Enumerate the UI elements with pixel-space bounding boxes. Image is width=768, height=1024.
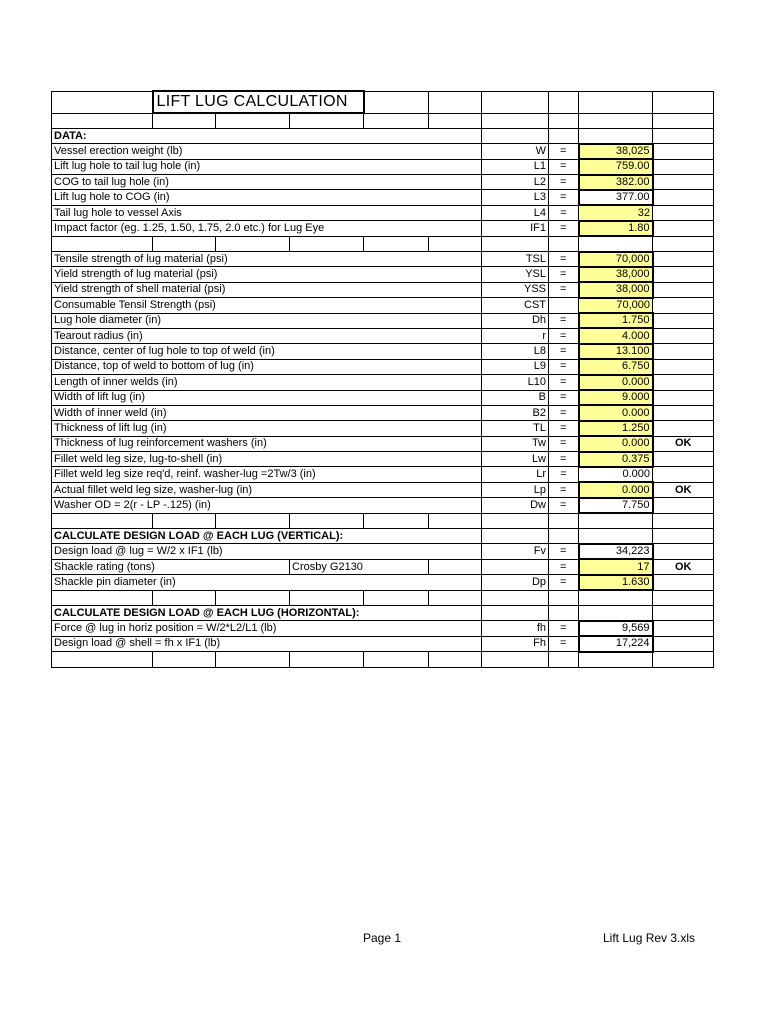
- equals-sign: =: [549, 452, 579, 467]
- sheet-title-cell: [153, 91, 364, 113]
- row-description: Distance, center of lug hole to top of weld (in): [52, 344, 482, 359]
- row-symbol: L2: [482, 175, 549, 190]
- row-symbol: Fv: [482, 544, 549, 559]
- row-symbol: CST: [482, 298, 549, 313]
- data-row-l9: [52, 359, 714, 374]
- cell: [653, 405, 714, 420]
- cell: [290, 590, 364, 605]
- cell: [653, 544, 714, 559]
- cell: [653, 452, 714, 467]
- page-number: Page 1: [363, 931, 402, 945]
- cell: [579, 590, 653, 605]
- row-symbol: YSS: [482, 282, 549, 297]
- ok-status: OK: [653, 436, 714, 451]
- row-value: 382.00: [579, 175, 653, 190]
- cell: [653, 328, 714, 343]
- row-description: Yield strength of lug material (psi): [52, 267, 482, 282]
- equals-sign: =: [549, 344, 579, 359]
- row-value: 0.000: [579, 482, 653, 497]
- row-value: 1.80: [579, 221, 653, 236]
- data-row-lp: [52, 482, 714, 497]
- cell: [653, 621, 714, 636]
- data-row-fh: [52, 621, 714, 636]
- row-symbol: B2: [482, 405, 549, 420]
- cell: [653, 128, 714, 143]
- cell: [216, 513, 290, 528]
- row-value: 759.00: [579, 159, 653, 174]
- cell: [579, 236, 653, 251]
- cell: [549, 652, 579, 667]
- cell: [482, 590, 549, 605]
- cell: [549, 590, 579, 605]
- blank-row: [52, 236, 714, 251]
- equals-sign: =: [549, 144, 579, 159]
- cell: [653, 375, 714, 390]
- cell: [429, 113, 482, 128]
- row-value: 377.00: [579, 190, 653, 205]
- cell: [653, 236, 714, 251]
- equals-sign: =: [549, 498, 579, 513]
- row-value: 38,025: [579, 144, 653, 159]
- row-value: 17,224: [579, 636, 653, 651]
- cell: [549, 529, 579, 544]
- cell: [216, 652, 290, 667]
- cell: [482, 606, 549, 621]
- equals-sign: =: [549, 267, 579, 282]
- data-row-sr: [52, 559, 714, 574]
- row-value: 17: [579, 559, 653, 574]
- equals-sign: =: [549, 205, 579, 220]
- row-symbol: Fh: [482, 636, 549, 651]
- cell: [216, 236, 290, 251]
- row-description: Washer OD = 2(r - LP -.125) (in): [52, 498, 482, 513]
- data-row-b: [52, 390, 714, 405]
- row-description: Distance, top of weld to bottom of lug (in): [52, 359, 482, 374]
- row-value: 0.000: [579, 405, 653, 420]
- row-symbol: L9: [482, 359, 549, 374]
- blank-row: [52, 652, 714, 667]
- row-description: Tail lug hole to vessel Axis: [52, 205, 482, 220]
- row-symbol: L8: [482, 344, 549, 359]
- section-header: CALCULATE DESIGN LOAD @ EACH LUG (HORIZONTAL):: [52, 606, 482, 621]
- cell: [549, 606, 579, 621]
- cell: [429, 91, 482, 113]
- equals-sign: =: [549, 390, 579, 405]
- cell: [549, 513, 579, 528]
- data-row-l1: [52, 159, 714, 174]
- cell: [653, 221, 714, 236]
- cell: [579, 529, 653, 544]
- row-value: 9.000: [579, 390, 653, 405]
- cell: [549, 128, 579, 143]
- row-value: 9,569: [579, 621, 653, 636]
- cell: [579, 606, 653, 621]
- blank-row: [52, 113, 714, 128]
- section-header: CALCULATE DESIGN LOAD @ EACH LUG (VERTICAL):: [52, 529, 482, 544]
- data-row-dp: [52, 575, 714, 590]
- file-name: Lift Lug Rev 3.xls: [603, 931, 696, 945]
- row-description: Tensile strength of lug material (psi): [52, 252, 482, 267]
- row-description: Thickness of lug reinforcement washers (in): [52, 436, 482, 451]
- cell: [429, 559, 482, 574]
- equals-sign: =: [549, 221, 579, 236]
- row-description: Length of inner welds (in): [52, 375, 482, 390]
- cell: [549, 236, 579, 251]
- data-row-tw: [52, 436, 714, 451]
- cell: [653, 159, 714, 174]
- cell: [653, 267, 714, 282]
- equals-sign: =: [549, 190, 579, 205]
- equals-sign: =: [549, 252, 579, 267]
- cell: [153, 513, 216, 528]
- cell: [290, 513, 364, 528]
- row-description: Consumable Tensil Strength (psi): [52, 298, 482, 313]
- cell: [653, 282, 714, 297]
- row-value: 4.000: [579, 328, 653, 343]
- cell: [653, 252, 714, 267]
- row-value: 1.250: [579, 421, 653, 436]
- cell: [653, 175, 714, 190]
- cell: [482, 128, 549, 143]
- row-value: 0.000: [579, 375, 653, 390]
- data-row-fh: [52, 636, 714, 651]
- cell: [653, 144, 714, 159]
- cell: [364, 652, 429, 667]
- cell: [653, 513, 714, 528]
- row-symbol: r: [482, 328, 549, 343]
- cell: [653, 298, 714, 313]
- row-description: Lift lug hole to COG (in): [52, 190, 482, 205]
- equals-sign: =: [549, 375, 579, 390]
- data-row-b2: [52, 405, 714, 420]
- cell: [216, 590, 290, 605]
- row-description: Shackle pin diameter (in): [52, 575, 482, 590]
- cell: [653, 529, 714, 544]
- row-description: Fillet weld leg size, lug-to-shell (in): [52, 452, 482, 467]
- row-note: Crosby G2130: [290, 559, 429, 574]
- ok-status: OK: [653, 482, 714, 497]
- cell: [364, 113, 429, 128]
- data-row-yss: [52, 282, 714, 297]
- data-row-l3: [52, 190, 714, 205]
- row-symbol: L1: [482, 159, 549, 174]
- row-symbol: fh: [482, 621, 549, 636]
- cell: [482, 113, 549, 128]
- cell: [653, 606, 714, 621]
- equals-sign: =: [549, 559, 579, 574]
- section-header-row: [52, 128, 714, 143]
- lift-lug-spreadsheet: [51, 90, 714, 668]
- data-row-lw: [52, 452, 714, 467]
- data-row-tsl: [52, 252, 714, 267]
- cell: [364, 590, 429, 605]
- row-description: Vessel erection weight (lb): [52, 144, 482, 159]
- row-value: 32: [579, 205, 653, 220]
- data-row-lr: [52, 467, 714, 482]
- row-description: Impact factor (eg. 1.25, 1.50, 1.75, 2.0 etc.) for Lug Eye: [52, 221, 482, 236]
- row-value: 38,000: [579, 282, 653, 297]
- data-row-w: [52, 144, 714, 159]
- row-symbol: YSL: [482, 267, 549, 282]
- row-value: 13.100: [579, 344, 653, 359]
- row-symbol: Dh: [482, 313, 549, 328]
- row-description: Force @ lug in horiz position = W/2*L2/L1 (lb): [52, 621, 482, 636]
- row-description: Actual fillet weld leg size, washer-lug (in): [52, 482, 482, 497]
- equals-sign: =: [549, 328, 579, 343]
- row-symbol: Lp: [482, 482, 549, 497]
- equals-sign: =: [549, 467, 579, 482]
- row-description: Design load @ lug = W/2 x IF1 (lb): [52, 544, 482, 559]
- row-description: Lug hole diameter (in): [52, 313, 482, 328]
- equals-sign: =: [549, 544, 579, 559]
- row-symbol: L4: [482, 205, 549, 220]
- data-row-tl: [52, 421, 714, 436]
- row-description: Shackle rating (tons): [52, 559, 290, 574]
- row-symbol: Tw: [482, 436, 549, 451]
- equals-sign: =: [549, 405, 579, 420]
- row-symbol: Dw: [482, 498, 549, 513]
- data-row-dw: [52, 498, 714, 513]
- cell: [482, 236, 549, 251]
- equals-sign: [549, 298, 579, 313]
- equals-sign: =: [549, 159, 579, 174]
- cell: [653, 636, 714, 651]
- cell: [153, 236, 216, 251]
- cell: [429, 236, 482, 251]
- blank-row: [52, 513, 714, 528]
- cell: [579, 91, 653, 113]
- row-symbol: L3: [482, 190, 549, 205]
- row-symbol: L10: [482, 375, 549, 390]
- cell: [52, 236, 153, 251]
- cell: [653, 498, 714, 513]
- equals-sign: =: [549, 482, 579, 497]
- cell: [52, 513, 153, 528]
- row-value: 70,000: [579, 298, 653, 313]
- row-symbol: [482, 559, 549, 574]
- cell: [653, 190, 714, 205]
- row-symbol: Lw: [482, 452, 549, 467]
- equals-sign: =: [549, 436, 579, 451]
- title-row: [52, 91, 714, 113]
- cell: [579, 652, 653, 667]
- cell: [482, 513, 549, 528]
- row-description: Thickness of lift lug (in): [52, 421, 482, 436]
- row-value: 1.750: [579, 313, 653, 328]
- cell: [653, 652, 714, 667]
- row-description: Width of inner weld (in): [52, 405, 482, 420]
- cell: [290, 113, 364, 128]
- blank-row: [52, 590, 714, 605]
- row-value: 6.750: [579, 359, 653, 374]
- row-value: 0.000: [579, 436, 653, 451]
- row-symbol: Lr: [482, 467, 549, 482]
- row-value: 70,000: [579, 252, 653, 267]
- data-row-cst: [52, 298, 714, 313]
- equals-sign: =: [549, 421, 579, 436]
- cell: [364, 91, 429, 113]
- cell: [653, 205, 714, 220]
- row-symbol: TL: [482, 421, 549, 436]
- equals-sign: =: [549, 313, 579, 328]
- row-description: Lift lug hole to tail lug hole (in): [52, 159, 482, 174]
- row-value: 7.750: [579, 498, 653, 513]
- section-header: DATA:: [52, 128, 482, 143]
- row-symbol: Dp: [482, 575, 549, 590]
- cell: [653, 113, 714, 128]
- data-row-dh: [52, 313, 714, 328]
- cell: [549, 91, 579, 113]
- data-row-fv: [52, 544, 714, 559]
- cell: [364, 513, 429, 528]
- row-value: 0.000: [579, 467, 653, 482]
- cell: [653, 344, 714, 359]
- equals-sign: =: [549, 175, 579, 190]
- cell: [429, 652, 482, 667]
- cell: [653, 575, 714, 590]
- cell: [153, 113, 216, 128]
- data-row-ysl: [52, 267, 714, 282]
- cell: [153, 590, 216, 605]
- cell: [52, 91, 153, 113]
- cell: [216, 113, 290, 128]
- cell: [653, 313, 714, 328]
- data-row-l10: [52, 375, 714, 390]
- row-value: 0.375: [579, 452, 653, 467]
- row-symbol: TSL: [482, 252, 549, 267]
- equals-sign: =: [549, 621, 579, 636]
- row-symbol: B: [482, 390, 549, 405]
- cell: [429, 590, 482, 605]
- cell: [653, 390, 714, 405]
- cell: [364, 236, 429, 251]
- equals-sign: =: [549, 359, 579, 374]
- equals-sign: =: [549, 282, 579, 297]
- cell: [52, 113, 153, 128]
- section-header-row: [52, 529, 714, 544]
- cell: [290, 652, 364, 667]
- row-description: Tearout radius (in): [52, 328, 482, 343]
- row-description: Yield strength of shell material (psi): [52, 282, 482, 297]
- cell: [653, 467, 714, 482]
- row-description: Design load @ shell = fh x IF1 (lb): [52, 636, 482, 651]
- cell: [52, 590, 153, 605]
- row-value: 1.630: [579, 575, 653, 590]
- row-symbol: IF1: [482, 221, 549, 236]
- row-description: Fillet weld leg size req'd, reinf. washer-lug =2Tw/3 (in): [52, 467, 482, 482]
- cell: [653, 590, 714, 605]
- section-header-row: [52, 606, 714, 621]
- cell: [290, 236, 364, 251]
- data-row-r: [52, 328, 714, 343]
- data-row-if1: [52, 221, 714, 236]
- cell: [549, 113, 579, 128]
- equals-sign: =: [549, 636, 579, 651]
- cell: [653, 421, 714, 436]
- row-description: COG to tail lug hole (in): [52, 175, 482, 190]
- cell: [482, 91, 549, 113]
- equals-sign: =: [549, 575, 579, 590]
- cell: [482, 529, 549, 544]
- ok-status: OK: [653, 559, 714, 574]
- cell: [482, 652, 549, 667]
- cell: [52, 652, 153, 667]
- cell: [579, 128, 653, 143]
- cell: [653, 91, 714, 113]
- cell: [653, 359, 714, 374]
- cell: [579, 113, 653, 128]
- data-row-l8: [52, 344, 714, 359]
- data-row-l2: [52, 175, 714, 190]
- cell: [153, 652, 216, 667]
- cell: [429, 513, 482, 528]
- row-value: 34,223: [579, 544, 653, 559]
- row-value: 38,000: [579, 267, 653, 282]
- row-description: Width of lift lug (in): [52, 390, 482, 405]
- data-row-l4: [52, 205, 714, 220]
- cell: [579, 513, 653, 528]
- row-symbol: W: [482, 144, 549, 159]
- sheet-title: LIFT LUG CALCULATION: [156, 92, 348, 110]
